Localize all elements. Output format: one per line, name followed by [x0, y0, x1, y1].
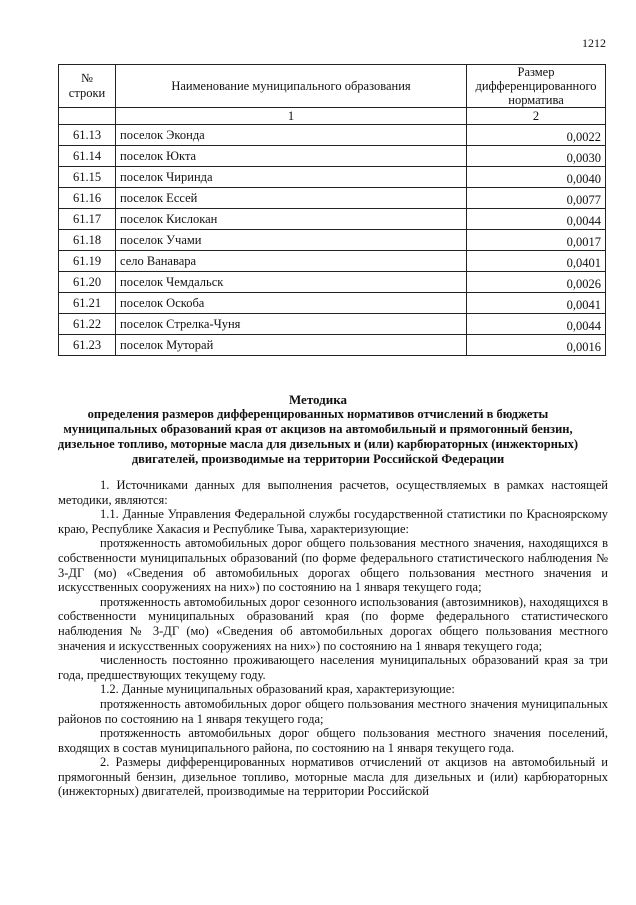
- municipality-name: поселок Ессей: [116, 188, 467, 209]
- municipality-name: поселок Оскоба: [116, 293, 467, 314]
- normative-value: 0,0077: [467, 188, 606, 209]
- row-number: 61.23: [59, 335, 116, 356]
- index-cell-2: 2: [467, 108, 606, 125]
- paragraph-1-2: 1.2. Данные муниципальных образований края, характеризующие:: [100, 682, 455, 697]
- normative-value: 0,0017: [467, 230, 606, 251]
- normative-value: 0,0041: [467, 293, 606, 314]
- header-normative-size: Размер дифференцированного норматива: [467, 65, 606, 108]
- row-number: 61.17: [59, 209, 116, 230]
- table-row: [59, 188, 606, 209]
- table-row: [59, 251, 606, 272]
- normative-value: 0,0022: [467, 125, 606, 146]
- normative-value: 0,0040: [467, 167, 606, 188]
- table-row: [59, 125, 606, 146]
- header-row-number: № строки: [59, 65, 116, 108]
- table-row: [59, 335, 606, 356]
- municipality-name: поселок Стрелка-Чуня: [116, 314, 467, 335]
- paragraph-1: 1. Источниками данных для выполнения расчетов, осуществляемых в рамках настоящей методики, являются:: [58, 478, 608, 507]
- paragraph-district-roads: протяженность автомобильных дорог общего пользования местного значения муниципальных районов по состоянию на 1 января текущего года;: [58, 696, 608, 726]
- municipality-name: поселок Чемдальск: [116, 272, 467, 293]
- normative-value: 0,0016: [467, 335, 606, 356]
- paragraph-settlement-roads: протяженность автомобильных дорог общего пользования местного значения поселений, входящих в состав муниципального района, по состоянию на 1 января текущего года.: [58, 726, 608, 755]
- normative-value: 0,0030: [467, 146, 606, 167]
- table-row: [59, 146, 606, 167]
- methodology-body: [58, 478, 608, 799]
- municipality-name: поселок Чиринда: [116, 167, 467, 188]
- paragraph-population: численность постоянно проживающего населения муниципальных образований края за три года, предшествующих текущему году.: [58, 653, 608, 682]
- row-number: 61.21: [59, 293, 116, 314]
- table-index-row: [59, 108, 606, 125]
- municipality-name: поселок Учами: [116, 230, 467, 251]
- row-number: 61.15: [59, 167, 116, 188]
- row-number: 61.16: [59, 188, 116, 209]
- municipality-name: село Ванавара: [116, 251, 467, 272]
- index-cell-1: 1: [116, 108, 467, 125]
- municipality-name: поселок Юкта: [116, 146, 467, 167]
- normative-value: 0,0026: [467, 272, 606, 293]
- row-number: 61.22: [59, 314, 116, 335]
- municipality-name: поселок Муторай: [116, 335, 467, 356]
- paragraph-seasonal-roads: протяженность автомобильных дорог сезонного использования (автозимников), находящихся в собственности муниципальных образований края (по форме федерального статистического наблюдения № 3-ДГ (мо) «Сведения об автомобильных дорогах общего пользования местного значения и искусственных сооружениях на них») по состоянию на 1 января текущего года;: [58, 594, 608, 653]
- paragraph-2: 2. Размеры дифференцированных нормативов отчислений от акцизов на автомобильный и прямогонный бензин, дизельное топливо, моторные масла для дизельных и (или) карбюраторных (инжекторных) двигателей, производимые на территории Российской: [58, 755, 608, 799]
- normatives-table: [58, 64, 606, 356]
- header-municipality-name: Наименование муниципального образования: [116, 65, 467, 108]
- table-row: [59, 230, 606, 251]
- table-row: [59, 167, 606, 188]
- title-heading: Методика: [288, 392, 348, 407]
- paragraph-1-1: 1.1. Данные Управления Федеральной службы государственной статистики по Красноярскому краю, Республике Хакасия и Республике Тыва, характеризующие:: [58, 507, 608, 536]
- row-number: 61.13: [59, 125, 116, 146]
- title-subheading: определения размеров дифференцированных нормативов отчислений в бюджеты муниципальных образований края от акцизов на автомобильный и прямогонный бензин, дизельное топливо, моторные масла для дизельных и (или) карбюраторных (инжекторных) двигателей, производимые на территории Российской Федерации: [57, 407, 579, 466]
- municipality-name: поселок Эконда: [116, 125, 467, 146]
- normative-value: 0,0044: [467, 209, 606, 230]
- table-header-row: [59, 65, 606, 108]
- normative-value: 0,0401: [467, 251, 606, 272]
- page-number: 1212: [582, 36, 606, 50]
- methodology-title: [40, 392, 596, 467]
- row-number: 61.14: [59, 146, 116, 167]
- table-row: [59, 314, 606, 335]
- normative-value: 0,0044: [467, 314, 606, 335]
- table-row: [59, 293, 606, 314]
- table-row: [59, 209, 606, 230]
- row-number: 61.18: [59, 230, 116, 251]
- municipality-name: поселок Кислокан: [116, 209, 467, 230]
- row-number: 61.19: [59, 251, 116, 272]
- index-cell-empty: [59, 108, 116, 125]
- paragraph-roads-length: протяженность автомобильных дорог общего пользования местного значения, находящихся в собственности муниципальных образований (по форме федерального статистического наблюдения № 3-ДГ (мо) «Сведения об автомобильных дорогах общего пользования местного значения и искусственных сооружениях на них») по состоянию на 1 января текущего года;: [58, 536, 608, 595]
- row-number: 61.20: [59, 272, 116, 293]
- table-row: [59, 272, 606, 293]
